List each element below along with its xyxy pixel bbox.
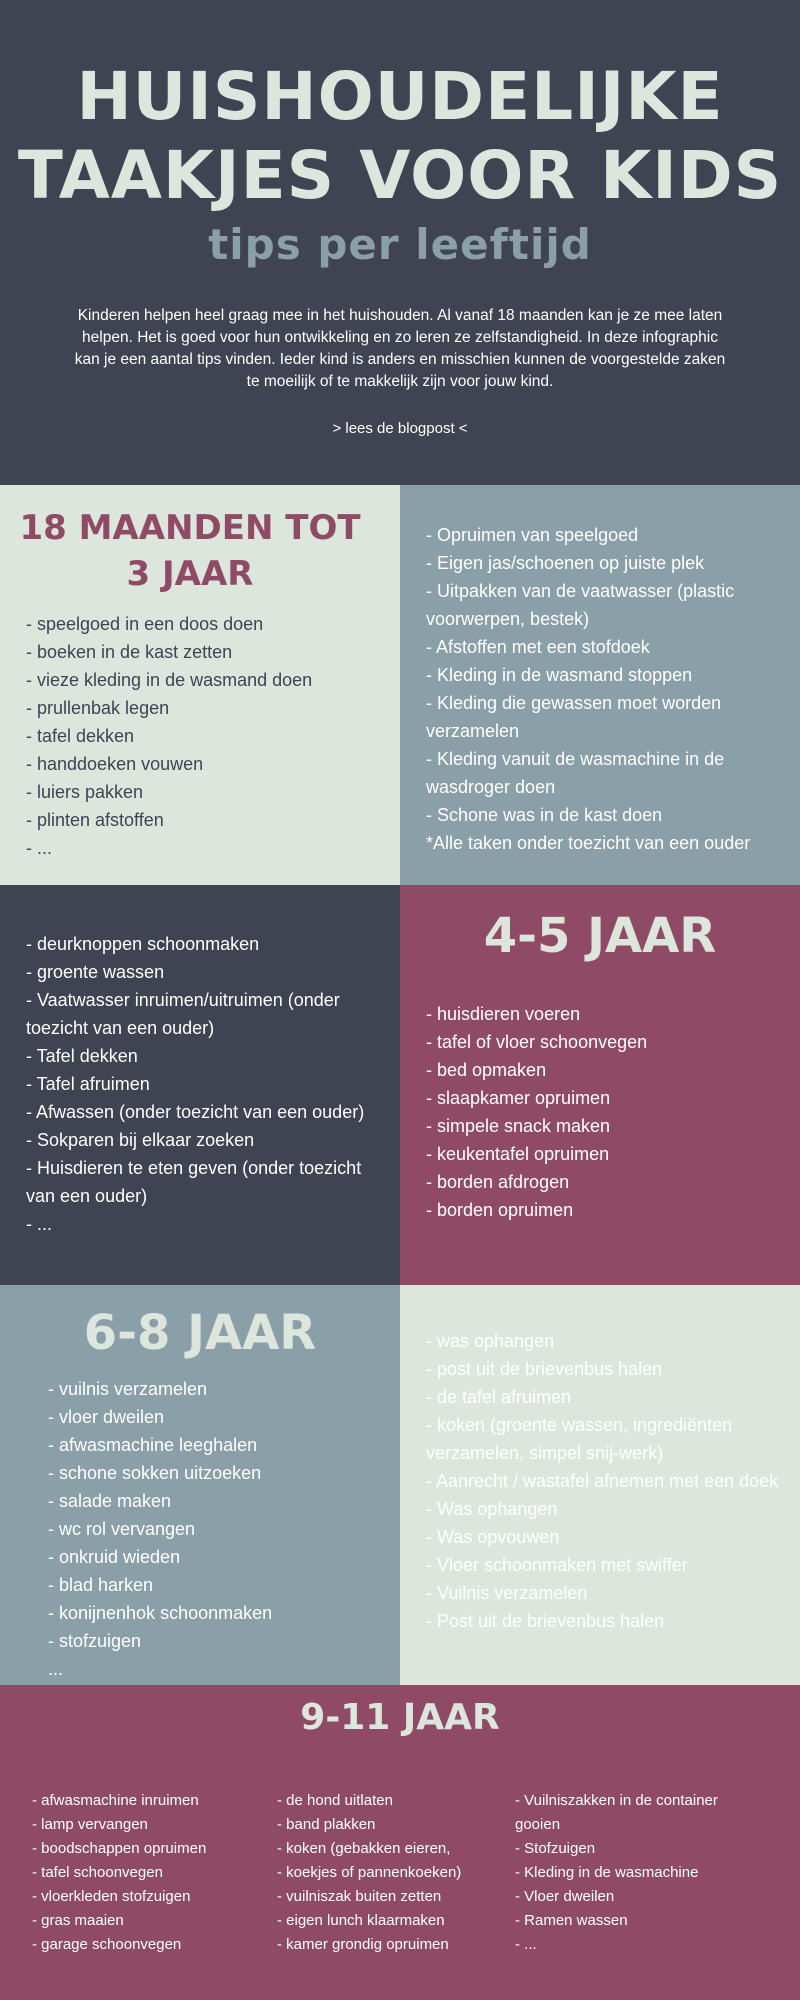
list-item: - Stofzuigen (515, 1840, 596, 1857)
list-item: - Vuilniszakken in de container gooien (515, 1792, 718, 1833)
section-6-8-right (400, 1285, 800, 1685)
list-item: - koken (gebakken eieren, (277, 1840, 451, 1857)
list-item: *Alle taken onder toezicht van een ouder (426, 833, 751, 853)
page-subtitle: tips per leeftijd (208, 220, 592, 269)
list-item: - de tafel afruimen (426, 1387, 572, 1407)
list-item: - stofzuigen (48, 1631, 142, 1651)
blogpost-link[interactable]: > lees de blogpost < (332, 420, 468, 437)
page-title-line2: TAAKJES VOOR KIDS (17, 137, 783, 214)
section-18m-right (400, 485, 800, 885)
list-item: - plinten afstoffen (26, 810, 164, 830)
list-item: - speelgoed in een doos doen (26, 614, 264, 634)
list-item: - Ramen wassen (515, 1912, 628, 1929)
list-item: - borden afdrogen (426, 1172, 570, 1192)
list-item: - de hond uitlaten (277, 1792, 393, 1809)
list-item: - vuilniszak buiten zetten (277, 1888, 442, 1905)
list-item: - afwasmachine inruimen (32, 1792, 199, 1809)
list-item: - schone sokken uitzoeken (48, 1463, 262, 1483)
list-item: - vuilnis verzamelen (48, 1379, 208, 1399)
list-item: - keukentafel opruimen (426, 1144, 610, 1164)
list-item: - vloer dweilen (48, 1407, 165, 1427)
list-item: - Huisdieren te eten geven (onder toezicht van een ouder) (26, 1158, 362, 1206)
section-9-11-col2 (277, 1789, 507, 1957)
list-item: - Kleding die gewassen moet worden verzamelen (426, 693, 722, 741)
section-18m-heading-line2: 3 JAAR (126, 554, 254, 594)
list-item: - huisdieren voeren (426, 1004, 581, 1024)
section-4-5-list-right (426, 1000, 786, 1224)
list-item: - Vuilnis verzamelen (426, 1583, 588, 1603)
list-item: - wc rol vervangen (48, 1519, 196, 1539)
section-4-5-list-left (26, 930, 386, 1238)
page-title-line1: HUISHOUDELIJKE (76, 58, 724, 135)
list-item: - boodschappen opruimen (32, 1840, 207, 1857)
header (0, 0, 800, 485)
list-item: - prullenbak legen (26, 698, 170, 718)
list-item: - garage schoonvegen (32, 1936, 182, 1953)
list-item: - vieze kleding in de wasmand doen (26, 670, 313, 690)
list-item: ... (48, 1659, 64, 1679)
list-item: - vloerkleden stofzuigen (32, 1888, 191, 1905)
list-item: - salade maken (48, 1491, 172, 1511)
list-item: - deurknoppen schoonmaken (26, 934, 260, 954)
list-item: - was ophangen (426, 1331, 555, 1351)
list-item: - Afstoffen met een stofdoek (426, 637, 650, 657)
list-item: - Tafel dekken (26, 1046, 138, 1066)
list-item: - gras maaien (32, 1912, 124, 1929)
intro-text: Kinderen helpen heel graag mee in het huishouden. Al vanaf 18 maanden kan je ze mee laten helpen. Het is goed voor hun ontwikkeling en zo leren ze zelfstandigheid. In deze infographic kan je een aantal tips vinden. Ieder kind is anders en misschien kunnen de voorgestelde zaken te moeilijk of te makkelijk zijn voor jouw kind. (74, 307, 726, 390)
list-item: - Aanrecht / wastafel afnemen met een doek (426, 1471, 779, 1491)
list-item: - tafel of vloer schoonvegen (426, 1032, 648, 1052)
list-item: - band plakken (277, 1816, 376, 1833)
section-18m-left (0, 485, 400, 885)
list-item: - Was opvouwen (426, 1527, 560, 1547)
list-item: - Opruimen van speelgoed (426, 525, 639, 545)
list-item: - borden opruimen (426, 1200, 574, 1220)
list-item: - handdoeken vouwen (26, 754, 204, 774)
list-item: - Uitpakken van de vaatwasser (plastic voorwerpen, bestek) (426, 581, 735, 629)
section-9-11-col1 (32, 1789, 262, 1957)
list-item: - eigen lunch klaarmaken (277, 1912, 445, 1929)
list-item: - ... (515, 1936, 537, 1953)
list-item: - Kleding in de wasmachine (515, 1864, 699, 1881)
list-item: - koekjes of pannenkoeken) (277, 1864, 462, 1881)
section-6-8-list-right (426, 1327, 796, 1635)
list-item: - Tafel afruimen (26, 1074, 150, 1094)
list-item: - Eigen jas/schoenen op juiste plek (426, 553, 705, 573)
list-item: - tafel schoonvegen (32, 1864, 163, 1881)
section-9-11-col3 (515, 1789, 765, 1957)
section-6-8-heading: 6-8 JAAR (83, 1305, 317, 1361)
section-6-8-list-left (48, 1375, 388, 1683)
list-item: - blad harken (48, 1575, 154, 1595)
section-6-8-left (0, 1285, 400, 1685)
list-item: - Post uit de brievenbus halen (426, 1611, 665, 1631)
list-item: - groente wassen (26, 962, 165, 982)
list-item: - konijnenhok schoonmaken (48, 1603, 273, 1623)
section-18m-list-right (426, 521, 786, 857)
section-4-5-right (400, 885, 800, 1285)
list-item: - post uit de brievenbus halen (426, 1359, 663, 1379)
list-item: - tafel dekken (26, 726, 135, 746)
section-18m-list-left (26, 610, 386, 862)
list-item: - boeken in de kast zetten (26, 642, 233, 662)
list-item: - Vloer dweilen (515, 1888, 615, 1905)
list-item: - koken (groente wassen, ingrediënten verzamelen, simpel snij-werk) (426, 1415, 733, 1463)
list-item: - Vloer schoonmaken met swiffer (426, 1555, 688, 1575)
list-item: - ... (26, 838, 52, 858)
section-18m-heading-line1: 18 MAANDEN TOT (19, 508, 361, 548)
list-item: - Was ophangen (426, 1499, 558, 1519)
list-item: - kamer grondig opruimen (277, 1936, 449, 1953)
list-item: - bed opmaken (426, 1060, 547, 1080)
list-item: - onkruid wieden (48, 1547, 181, 1567)
list-item: - ... (26, 1214, 52, 1234)
list-item: - Afwassen (onder toezicht van een ouder) (26, 1102, 365, 1122)
list-item: - luiers pakken (26, 782, 144, 802)
list-item: - Sokparen bij elkaar zoeken (26, 1130, 255, 1150)
list-item: - Schone was in de kast doen (426, 805, 663, 825)
section-9-11 (0, 1685, 800, 2000)
section-4-5-left (0, 885, 400, 1285)
list-item: - simpele snack maken (426, 1116, 611, 1136)
list-item: - lamp vervangen (32, 1816, 148, 1833)
list-item: - afwasmachine leeghalen (48, 1435, 258, 1455)
list-item: - Kleding in de wasmand stoppen (426, 665, 693, 685)
list-item: - Kleding vanuit de wasmachine in de wasdroger doen (426, 749, 725, 797)
list-item: - slaapkamer opruimen (426, 1088, 611, 1108)
list-item: - Vaatwasser inruimen/uitruimen (onder toezicht van een ouder) (26, 990, 340, 1038)
section-9-11-heading: 9-11 JAAR (300, 1697, 500, 1738)
section-4-5-heading: 4-5 JAAR (483, 908, 717, 964)
